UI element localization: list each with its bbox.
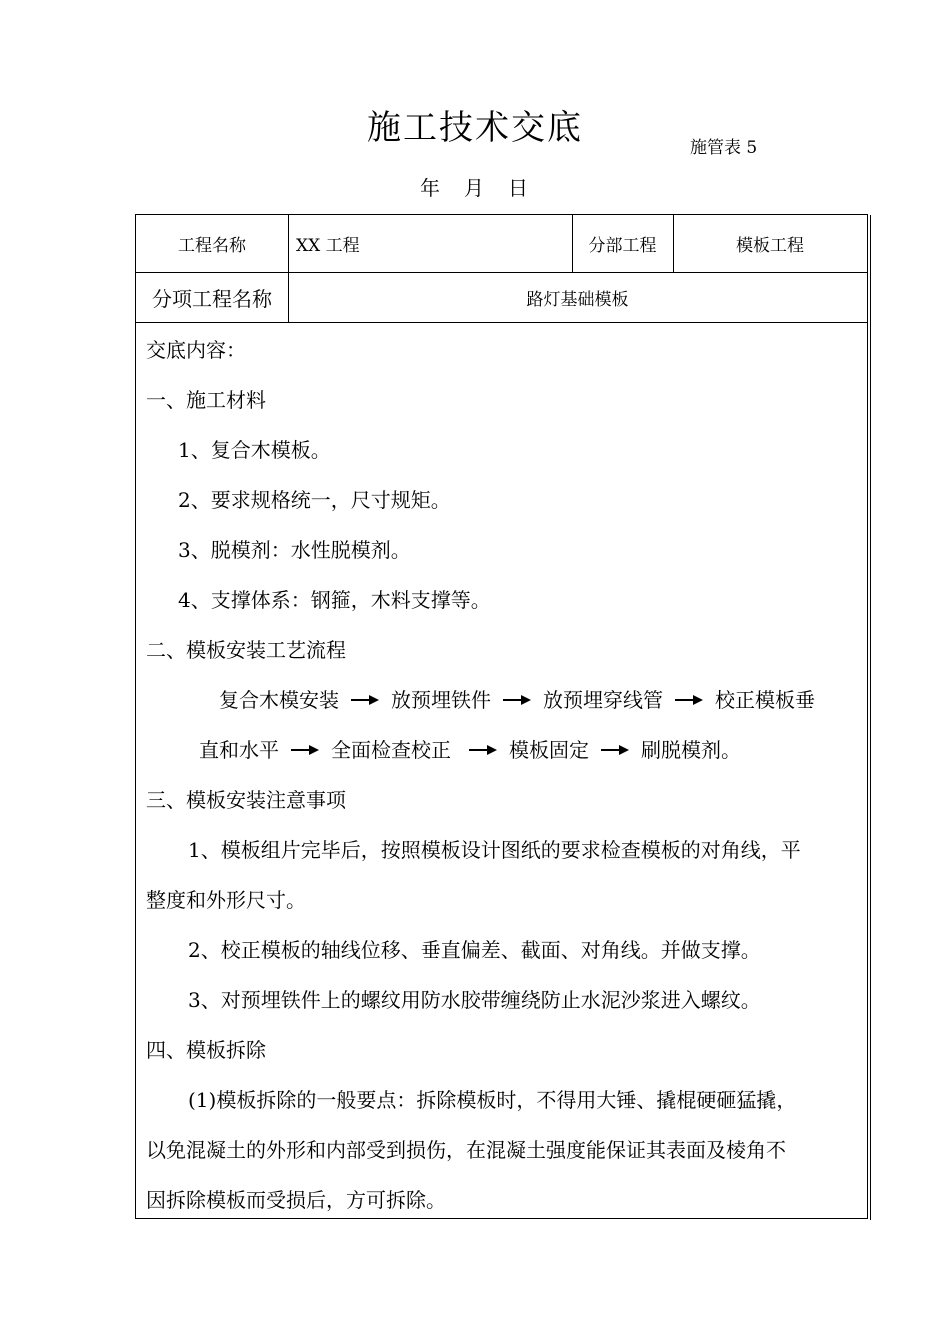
s1-item-2: 2、要求规格统一，尺寸规矩。 [178,488,451,512]
s3-item-1b: 整度和外形尺寸。 [146,888,306,912]
date-year: 年 [420,176,440,200]
project-row [136,215,867,273]
process-flow-line-1 [219,688,815,712]
content-heading: 交底内容： [146,338,246,362]
s1-item-3: 3、脱模剂：水性脱模剂。 [178,538,411,562]
item-label: 分项工程名称 [152,286,272,311]
arrow-right-icon [675,695,703,705]
section-3-title: 三、模板安装注意事项 [146,788,346,812]
item-value: 路灯基础模板 [526,289,629,310]
date-month: 月 [464,176,484,200]
flow-step-6: 模板固定 [509,738,589,762]
s1-item-4: 4、支撑体系：钢箍，木料支撑等。 [178,588,491,612]
process-flow-line-2 [199,738,741,762]
flow-step-1: 复合木模安装 [219,688,339,712]
date-line [420,172,528,201]
flow-step-3: 放预埋穿线管 [543,688,663,712]
flow-step-5: 全面检查校正 [331,738,451,762]
s4-item-1a: (1)模板拆除的一般要点：拆除模板时，不得用大锤、撬棍硬砸猛撬， [188,1088,797,1112]
s3-item-2: 2、校正模板的轴线位移、垂直偏差、截面、对角线。并做支撑。 [188,938,761,962]
arrow-right-icon [601,745,629,755]
s1-item-1: 1、复合木模板。 [178,438,331,462]
item-row [136,272,867,323]
flow-step-2: 放预埋铁件 [391,688,491,712]
flow-step-4b: 直和水平 [199,738,279,762]
arrow-right-icon [291,745,319,755]
division-value: 模板工程 [736,236,804,256]
flow-step-4a: 校正模板垂 [715,688,815,712]
arrow-right-icon [503,695,531,705]
date-day: 日 [508,176,528,200]
project-label: 工程名称 [178,236,246,256]
form-number: 施管表 5 [690,138,758,158]
s4-item-1c: 因拆除模板而受损后，方可拆除。 [146,1188,446,1212]
s3-item-1a: 1、模板组片完毕后，按照模板设计图纸的要求检查模板的对角线，平 [188,838,801,862]
section-4-title: 四、模板拆除 [146,1038,266,1062]
section-2-title: 二、模板安装工艺流程 [146,638,346,662]
arrow-right-icon [351,695,379,705]
arrow-right-icon [469,745,497,755]
s3-item-3: 3、对预埋铁件上的螺纹用防水胶带缠绕防止水泥沙浆进入螺纹。 [188,988,761,1012]
flow-step-7: 刷脱模剂。 [641,738,741,762]
division-label: 分部工程 [588,236,657,256]
disclosure-form [135,214,868,1219]
s4-item-1b: 以免混凝土的外形和内部受到损伤，在混凝土强度能保证其表面及棱角不 [146,1138,786,1162]
project-value: XX 工程 [296,236,360,256]
document-title: 施工技术交底 [367,108,583,148]
section-1-title: 一、施工材料 [146,388,266,412]
